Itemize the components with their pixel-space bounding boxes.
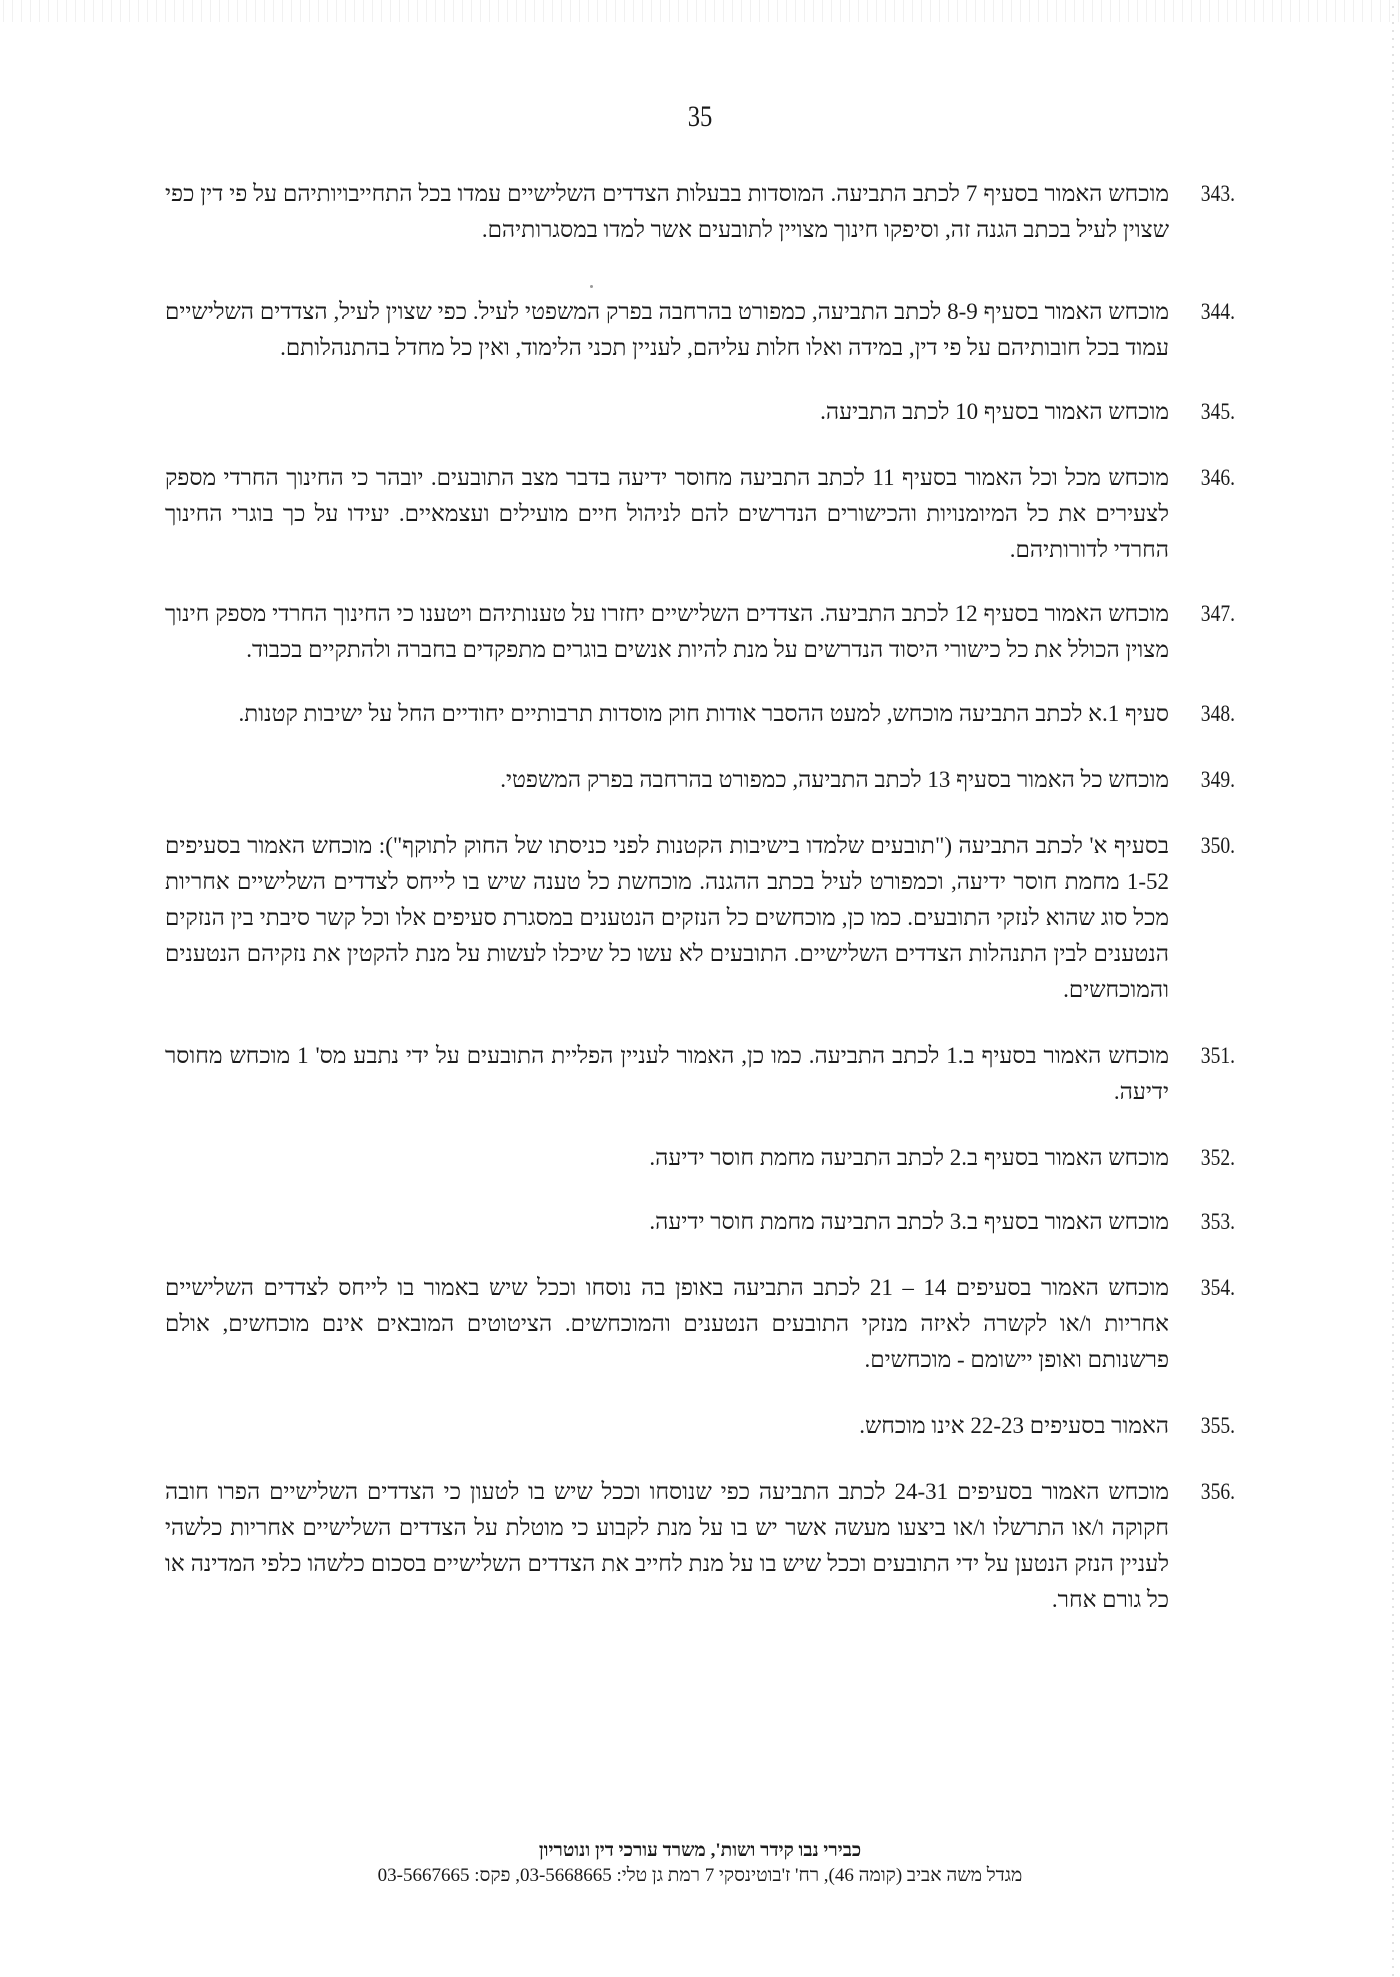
paragraph-354	[165, 1270, 1235, 1378]
letterhead-footer	[0, 1838, 1400, 1888]
paragraph-text: מוכחש האמור בסעיף ב.1 לכתב התביעה. כמו כן, האמור לעניין הפליית התובעים על ידי נתבע מס' 1 מוכחש מחוסר ידיעה.	[165, 1043, 1170, 1104]
paragraph-345	[165, 394, 1235, 430]
paragraph-346	[165, 460, 1235, 568]
paragraph-number: 346.	[1200, 465, 1235, 490]
paragraph-text: האמור בסעיפים 22-23 אינו מוכחש.	[859, 1413, 1169, 1438]
document-body	[165, 176, 1235, 1618]
paragraph-number: 351.	[1200, 1043, 1235, 1068]
paragraph-number: 353.	[1200, 1209, 1235, 1234]
paragraph-356	[165, 1474, 1235, 1618]
paragraph-350	[165, 828, 1235, 1008]
paragraph-343	[165, 176, 1235, 248]
paragraph-text: מוכחש האמור בסעיף 7 לכתב התביעה. המוסדות בבעלות הצדדים השלישיים עמדו בכל התחייבויותיהם על פי דין כפי שצוין לעיל בכתב הגנה זה, וסיפקו חינוך מצויין לתובעים אשר למדו במסגרותיהם.	[165, 181, 1169, 242]
scan-artifact-top	[0, 0, 1400, 22]
paragraph-number: 352.	[1200, 1145, 1235, 1170]
footer-address: מגדל משה אביב (קומה 46), רח' ז'בוטינסקי 7 רמת גן טלי: 03-5668665, פקס: 03-5667665	[377, 1865, 1023, 1886]
footer-firm-name: כבירי נבו קידר ושות', משרד עורכי דין ונוטריון	[538, 1840, 862, 1861]
paragraph-number: 348.	[1200, 701, 1235, 726]
paragraph-text: מוכחש האמור בסעיפים 14 – 21 לכתב התביעה באופן בה נוסחו וככל שיש באמור בו לייחס לצדדים השלישיים אחריות ו/או לקשרה לאיזה מנזקי התובעים הנטענים והמוכחשים. הציטוטים המובאים אינם מוכחשים, אולם פרשנותם ואופן יישומם - מוכחשים.	[165, 1275, 1170, 1372]
paragraph-353	[165, 1204, 1235, 1240]
paragraph-text: מוכחש האמור בסעיפים 24-31 לכתב התביעה כפי שנוסחו וככל שיש בו לטעון כי הצדדים השלישיים הפרו חובה חקוקה ו/או התרשלו ו/או ביצעו מעשה אשר יש בו על מנת לקבוע כי מוטלת על הצדדים השלישיים אחריות כלשהי לעניין הנזק הנטען על ידי התובעים וככל שיש בו על מנת לחייב את הצדדים השלישיים בסכום כלשהו כלפי המדינה או כל גורם אחר.	[165, 1479, 1169, 1612]
paragraph-text: מוכחש האמור בסעיף 12 לכתב התביעה. הצדדים השלישיים יחזרו על טענותיהם ויטענו כי החינוך החרדי מספק חינוך מצוין הכולל את כל כישורי היסוד הנדרשים על מנת להיות אנשים בוגרים מתפקדים בחברה ולהתקיים בכבוד.	[165, 601, 1169, 662]
paragraph-355	[165, 1408, 1235, 1444]
paragraph-text: מוכחש האמור בסעיף 8-9 לכתב התביעה, כמפורט בהרחבה בפרק המשפטי לעיל. כפי שצוין לעיל, הצדדים השלישיים עמוד בכל חובותיהם על פי דין, במידה ואלו חלות עליהם, לעניין תכני הלימוד, ואין כל מחדל בהתנהלותם.	[165, 299, 1169, 360]
paragraph-number: 345.	[1200, 399, 1235, 424]
paragraph-text: מוכחש כל האמור בסעיף 13 לכתב התביעה, כמפורט בהרחבה בפרק המשפטי.	[500, 767, 1169, 792]
paragraph-text: מוכחש האמור בסעיף 10 לכתב התביעה.	[820, 399, 1169, 424]
paragraph-348	[165, 696, 1235, 732]
paragraph-number: 349.	[1200, 767, 1235, 792]
paragraph-number: 350.	[1200, 833, 1235, 858]
paragraph-number: 355.	[1200, 1413, 1235, 1438]
paragraph-number: 354.	[1200, 1275, 1235, 1300]
paragraph-344	[165, 294, 1235, 366]
scan-artifact-right-edge	[1392, 0, 1394, 1977]
paragraph-number: 343.	[1200, 181, 1235, 206]
paragraph-351	[165, 1038, 1235, 1110]
paragraph-text: מוכחש האמור בסעיף ב.3 לכתב התביעה מחמת חוסר ידיעה.	[649, 1209, 1169, 1234]
paragraph-352	[165, 1140, 1235, 1176]
paragraph-text: מוכחש מכל וכל האמור בסעיף 11 לכתב התביעה מחוסר ידיעה בדבר מצב התובעים. יובהר כי החינוך החרדי מספק לצעירים את כל המיומנויות והכישורים הנדרשים להם לניהול חיים מועילים ועצמאיים. יעידו על כך בוגרי החינוך החרדי לדורותיהם.	[165, 465, 1169, 562]
paragraph-text: מוכחש האמור בסעיף ב.2 לכתב התביעה מחמת חוסר ידיעה.	[649, 1145, 1169, 1170]
paragraph-number: 356.	[1200, 1479, 1235, 1504]
paragraph-text: בסעיף א' לכתב התביעה ("תובעים שלמדו בישיבות הקטנות לפני כניסתו של החוק לתוקף"): מוכחש האמור בסעיפים 1-52 מחמת חוסר ידיעה, וכמפורט לעיל בכתב ההגנה. מוכחשת כל טענה שיש בו לייחס לצדדים השלישיים אחריות מכל סוג שהוא לנזקי התובעים. כמו כן, מוכחשים כל הנזקים הנטענים במסגרת סעיפים אלו וכל קשר סיבתי בין הנזקים הנטענים לבין התנהלות הצדדים השלישיים. התובעים לא עשו כל שיכלו לעשות על מנת להקטין את נזקיהם הנטענים והמוכחשים.	[165, 833, 1169, 1002]
paragraph-347	[165, 596, 1235, 668]
paragraph-number: 347.	[1200, 601, 1235, 626]
page-number: 35	[687, 100, 713, 133]
paragraph-text: סעיף 1.א לכתב התביעה מוכחש, למעט ההסבר אודות חוק מוסדות תרבותיים יחודיים החל על ישיבות קטנות.	[238, 701, 1169, 726]
paragraph-349	[165, 762, 1235, 798]
paragraph-number: 344.	[1200, 299, 1235, 324]
